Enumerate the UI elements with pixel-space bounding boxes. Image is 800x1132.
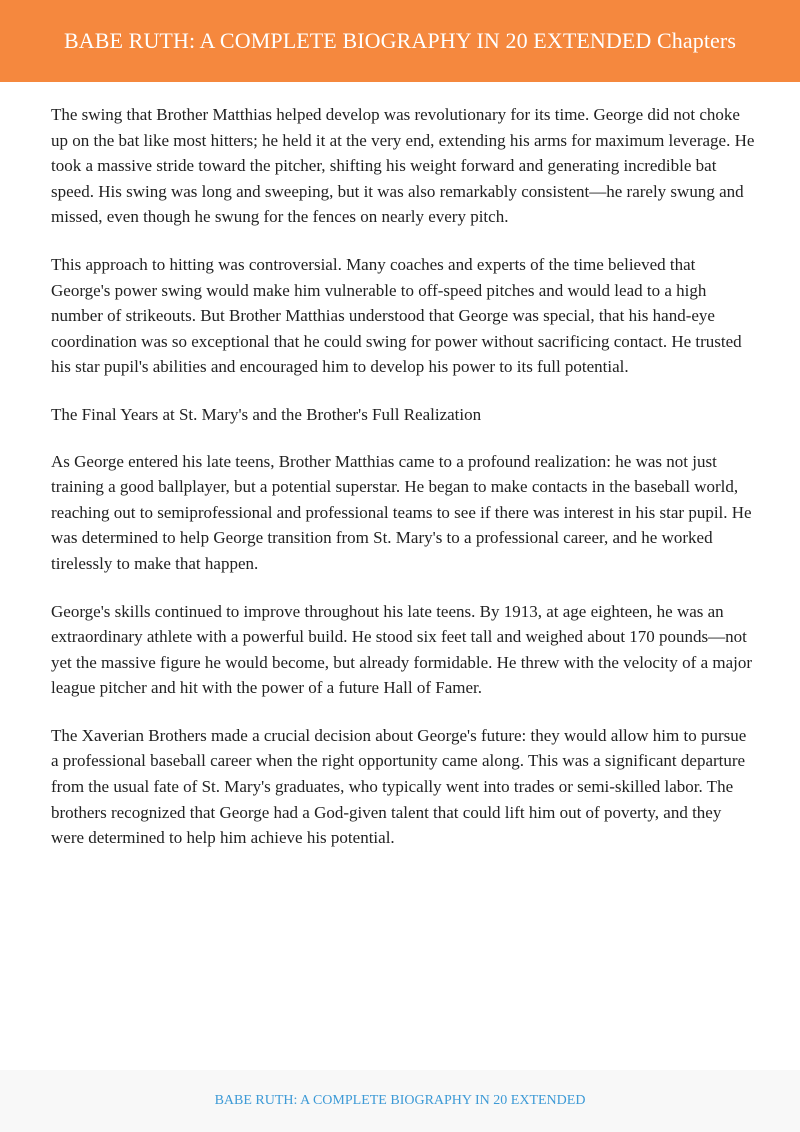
book-title: BABE RUTH: A COMPLETE BIOGRAPHY IN 20 EXTENDED Chapters xyxy=(64,28,736,53)
paragraph: The Xaverian Brothers made a crucial decision about George's future: they would allow him to pursue a professional baseball career when the right opportunity came along. This was a significant departure from the usual fate of St. Mary's graduates, who typically went into trades or semi-skilled labor. The brothers recognized that George had a God-given talent that could lift him out of poverty, and they were determined to help him achieve his potential. xyxy=(51,725,747,848)
footer-book-link[interactable]: BABE RUTH: A COMPLETE BIOGRAPHY IN 20 EXTENDED xyxy=(214,1093,586,1108)
page-footer xyxy=(0,1070,800,1132)
page-header xyxy=(0,0,800,82)
section-heading: The Final Years at St. Mary's and the Brother's Full Realization xyxy=(51,404,482,424)
paragraph: The swing that Brother Matthias helped develop was revolutionary for its time. George did not choke up on the bat like most hitters; he held it at the very end, extending his arms for maximum leverage. He took a massive stride toward the pitcher, shifting his weight forward and generating incredible bat speed. His swing was long and sweeping, but it was also remarkably consistent—he rarely swung and missed, even though he swung for the fences on nearly every pitch. xyxy=(51,105,755,227)
chapter-content xyxy=(51,102,757,873)
paragraph: This approach to hitting was controversial. Many coaches and experts of the time believed that George's power swing would make him vulnerable to off-speed pitches and would lead to a high number of strikeouts. But Brother Matthias understood that George was special, that his hand-eye coordination was so exceptional that he could swing for power without sacrificing contact. He trusted his star pupil's abilities and encouraged him to develop his power to its full potential. xyxy=(51,254,742,377)
paragraph: George's skills continued to improve throughout his late teens. By 1913, at age eighteen, he was an extraordinary athlete with a powerful build. He stood six feet tall and weighed about 170 pounds—not yet the massive figure he would become, but already formidable. He threw with the velocity of a major league pitcher and hit with the power of a future Hall of Famer. xyxy=(51,601,753,698)
paragraph: As George entered his late teens, Brother Matthias came to a profound realization: he was not just training a good ballplayer, but a potential superstar. He began to make contacts in the baseball world, reaching out to semiprofessional and professional teams to see if there was interest in his star pupil. He was determined to help George transition from St. Mary's to a professional career, and he worked tirelessly to make that happen. xyxy=(51,451,752,573)
